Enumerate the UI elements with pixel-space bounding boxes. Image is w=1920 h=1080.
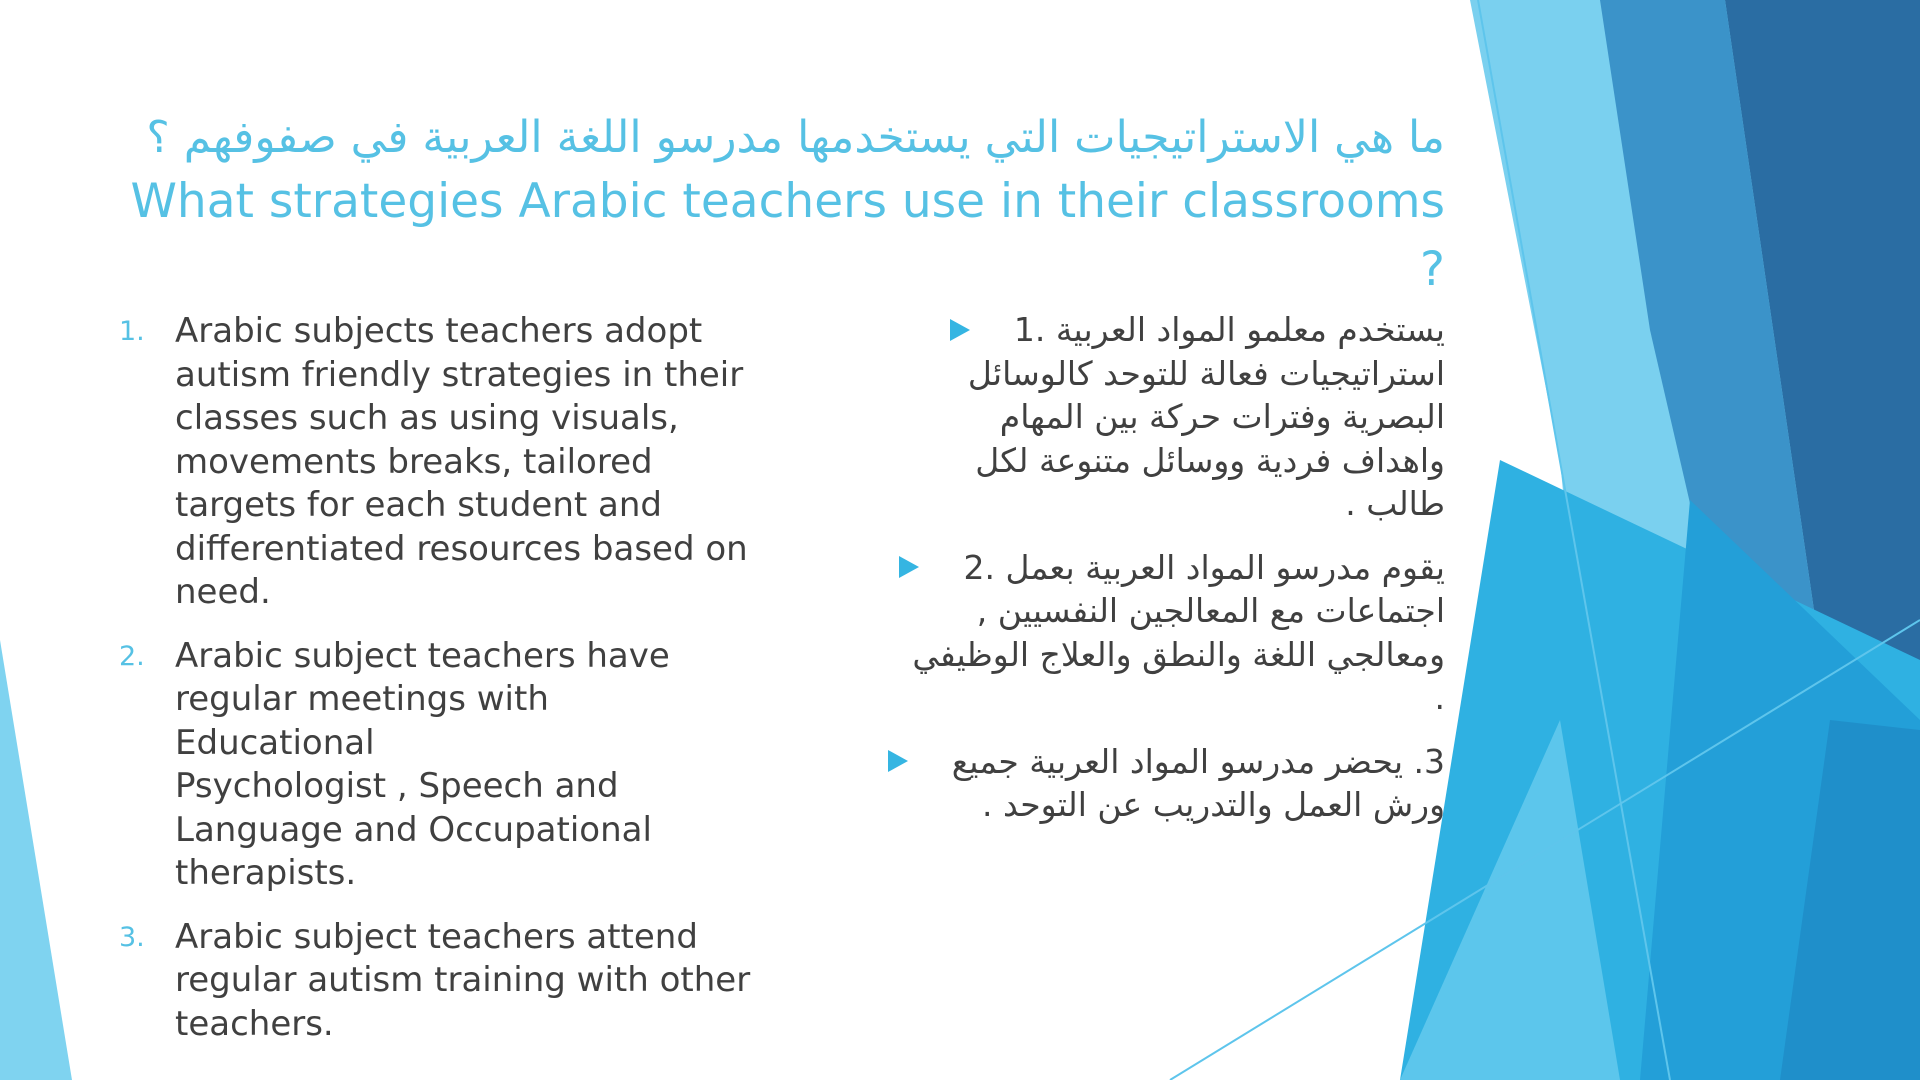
item-line: therapists. — [175, 853, 357, 893]
item-line: البصرية وفترات حركة بين المهام — [999, 397, 1445, 436]
english-strategy-list — [118, 310, 758, 1066]
item-line: Arabic subjects teachers adopt — [175, 311, 703, 351]
item-line: regular autism training with other — [175, 960, 751, 1000]
item-line: يستخدم معلمو المواد العربية .1 — [1013, 310, 1445, 349]
item-line: Language and Occupational — [175, 809, 652, 850]
item-line: اجتماعات مع المعالجين النفسيين , — [976, 591, 1445, 630]
item-line: Psychologist , Speech and — [175, 766, 619, 806]
left-accent-triangle — [0, 640, 72, 1080]
list-item — [840, 308, 1445, 526]
item-line: واهداف فردية ووسائل متنوعة لكل — [975, 440, 1445, 480]
title-arabic: ما هي الاستراتيجيات التي يستخدمها مدرسو اللغة العربية في صفوفهم ؟ — [146, 112, 1445, 163]
item-line-first — [840, 308, 1445, 352]
triangle-bullet-icon — [899, 556, 919, 578]
item-line: need. — [175, 572, 271, 612]
item-number: 2. — [119, 640, 145, 672]
item-line-first — [840, 740, 1445, 784]
list-item — [840, 546, 1445, 720]
item-line: regular meetings with Educational — [175, 679, 549, 763]
list-item — [118, 310, 758, 615]
item-line: differentiated resources based on — [175, 528, 748, 569]
list-item — [840, 740, 1445, 827]
item-line: teachers. — [175, 1003, 334, 1044]
item-line: . — [1434, 678, 1445, 717]
list-item — [118, 916, 758, 1047]
triangle-bullet-icon — [950, 319, 970, 341]
item-line: استراتيجيات فعالة للتوحد كالوسائل — [967, 353, 1445, 393]
item-line: 3. يحضر مدرسو المواد العربية جميع — [951, 741, 1445, 781]
item-number: 1. — [119, 316, 145, 347]
item-line: classes such as using visuals, — [175, 398, 679, 438]
item-line-first — [840, 546, 1445, 590]
triangle-bullet-icon — [888, 750, 908, 772]
item-line: طالب . — [1345, 484, 1445, 523]
item-line: ومعالجي اللغة والنطق والعلاج الوظيفي — [912, 634, 1445, 674]
item-line: يقوم مدرسو المواد العربية بعمل .2 — [963, 547, 1445, 587]
slide-title — [120, 108, 1445, 304]
item-line: autism friendly strategies in their — [175, 354, 744, 395]
list-item — [118, 635, 758, 896]
item-line: Arabic subject teachers attend — [175, 916, 698, 957]
item-line: movements breaks, tailored — [175, 441, 653, 482]
title-english: What strategies Arabic teachers use in their classrooms ? — [130, 174, 1445, 297]
item-line: targets for each student and — [175, 485, 663, 525]
arabic-strategy-list — [840, 308, 1445, 847]
item-number: 3. — [119, 921, 145, 953]
item-line: ورش العمل والتدريب عن التوحد . — [981, 785, 1445, 824]
item-line: Arabic subject teachers have — [175, 635, 670, 676]
